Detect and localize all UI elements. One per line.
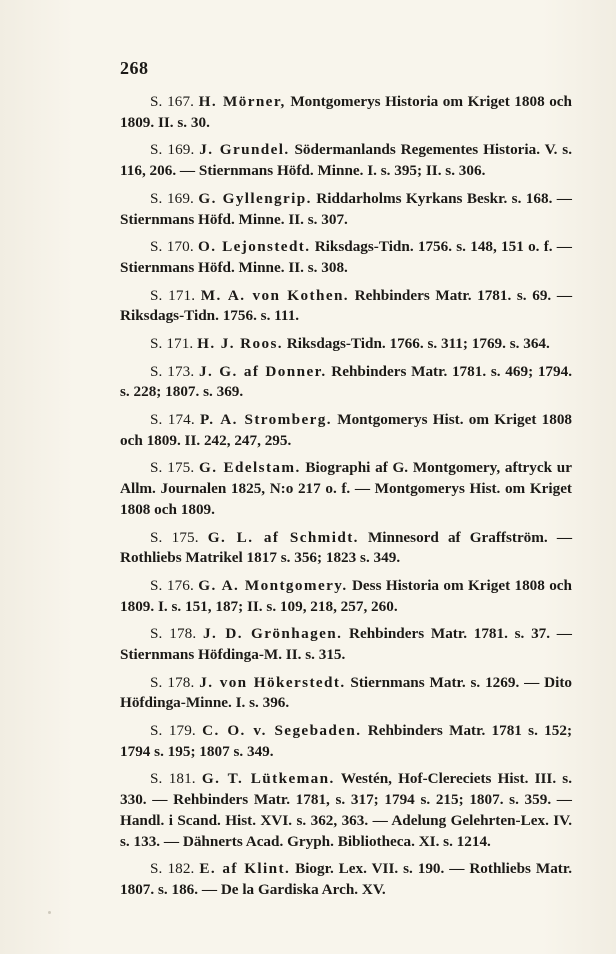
entry-sources: Södermanlands Regementes Historia. V. s. 116, 206. — Stiernmans Höfd. Minne. I. s. 395; II. s. 306.: [120, 141, 572, 180]
entry-person-name: J. G. af Donner.: [198, 362, 327, 380]
reference-entry: [120, 769, 572, 852]
entry-sources: Rehbinders Matr. 1781. s. 69. — Riksdags-Tidn. 1756. s. 111.: [120, 286, 573, 325]
reference-entry: [120, 237, 572, 279]
entry-person-name: H. Mörner,: [198, 93, 286, 110]
entry-person-name: P. A. Stromberg.: [200, 410, 333, 428]
entry-page-ref: S. 169.: [150, 141, 195, 159]
reference-entry: [120, 140, 572, 182]
entry-person-name: G. T. Lütkeman.: [201, 770, 335, 788]
reference-entry: [120, 576, 572, 618]
entry-sources: Montgomerys Hist. om Kriget 1808 och 1809. II. 242, 247, 295.: [120, 410, 573, 449]
entry-sources: Riksdags-Tidn. 1756. s. 148, 151 o. f. — Stiernmans Höfd. Minne. II. s. 308.: [120, 238, 572, 276]
entry-person-name: J. von Hökerstedt.: [199, 673, 346, 691]
entry-page-ref: S. 176.: [150, 576, 194, 594]
entry-page-ref: S. 171.: [150, 334, 194, 352]
entry-page-ref: S. 178.: [150, 673, 195, 691]
entry-sources: Biographi af G. Montgomery, aftryck ur Allm. Journalen 1825, N:o 217 o. f. — Montgomerys Hist. om Kriget 1808 och 1809.: [120, 459, 572, 518]
entry-person-name: O. Lejonstedt.: [198, 238, 311, 256]
reference-entry: [120, 721, 572, 763]
entry-page-ref: S. 182.: [150, 860, 195, 878]
entry-sources: Riddarholms Kyrkans Beskr. s. 168. — Stiernmans Höfd. Minne. II. s. 307.: [120, 189, 572, 228]
entry-page-ref: S. 167.: [150, 93, 195, 110]
entry-page-ref: S. 181.: [150, 770, 196, 788]
entry-person-name: J. D. Grönhagen.: [203, 625, 343, 643]
entry-person-name: J. Grundel.: [199, 141, 290, 159]
entry-sources: Rehbinders Matr. 1781. s. 469; 1794. s. 228; 1807. s. 369.: [120, 362, 573, 401]
entry-sources: Minnesord af Graffström. — Rothliebs Matrikel 1817 s. 356; 1823 s. 349.: [120, 528, 573, 567]
entry-sources: Westén, Hof-Clereciets Hist. III. s. 330. — Rehbinders Matr. 1781, s. 317; 1794 s. 215; 1807. s. 359. — Handl. i Scand. Hist. XVI. s. 362, 363. — Adelung Gelehrten-Lex. IV. s. 133. — Dähnerts Acad. Gryph. Bibliotheca. XI. s. 1214.: [120, 770, 573, 850]
entry-page-ref: S. 174.: [150, 410, 195, 428]
entry-page-ref: S. 179.: [150, 722, 196, 740]
entry-page-ref: S. 173.: [150, 362, 195, 380]
entry-sources: Rehbinders Matr. 1781. s. 37. — Stiernmans Höfdinga-M. II. s. 315.: [120, 625, 572, 664]
reference-entry: [120, 528, 572, 570]
reference-entry: [120, 286, 572, 328]
entry-sources: Dess Historia om Kriget 1808 och 1809. I. s. 151, 187; II. s. 109, 218, 257, 260.: [120, 576, 572, 615]
entry-sources: Stiernmans Matr. s. 1269. — Dito Höfdinga-Minne. I. s. 396.: [120, 673, 572, 712]
reference-entry: [120, 189, 572, 231]
entry-person-name: C. O. v. Segebaden.: [202, 722, 362, 740]
entry-sources: Riksdags-Tidn. 1766. s. 311; 1769. s. 364.: [286, 334, 550, 352]
entry-page-ref: S. 178.: [150, 625, 197, 643]
entry-sources: Biogr. Lex. VII. s. 190. — Rothliebs Matr. 1807. s. 186. — De la Gardiska Arch. XV.: [120, 860, 572, 899]
entry-page-ref: S. 171.: [150, 286, 196, 304]
reference-entry: [120, 859, 572, 901]
entry-person-name: E. af Klint.: [199, 860, 291, 878]
entry-person-name: G. Edelstam.: [198, 459, 301, 477]
reference-entry: [120, 362, 572, 404]
paper-speck: [48, 911, 51, 914]
reference-entry: [120, 458, 572, 520]
entry-person-name: G. A. Montgomery.: [198, 576, 348, 594]
reference-entry: [120, 334, 572, 355]
entry-person-name: G. Gyllengrip.: [198, 189, 312, 207]
reference-list: [120, 92, 572, 908]
entry-sources: Rehbinders Matr. 1781 s. 152; 1794 s. 195; 1807 s. 349.: [120, 722, 572, 760]
entry-page-ref: S. 175.: [150, 459, 195, 477]
entry-person-name: H. J. Roos.: [197, 334, 283, 352]
entry-page-ref: S. 170.: [150, 238, 194, 256]
entry-person-name: M. A. von Kothen.: [200, 286, 350, 304]
reference-entry: [120, 624, 572, 666]
entry-page-ref: S. 169.: [150, 189, 194, 207]
entry-page-ref: S. 175.: [150, 528, 199, 546]
page-number: 268: [120, 58, 149, 78]
entry-sources: Montgomerys Historia om Kriget 1808 och 1809. II. s. 30.: [120, 93, 572, 131]
reference-entry: [120, 673, 572, 715]
entry-person-name: G. L. af Schmidt.: [207, 528, 359, 546]
reference-entry: [120, 92, 572, 134]
reference-entry: [120, 410, 572, 452]
